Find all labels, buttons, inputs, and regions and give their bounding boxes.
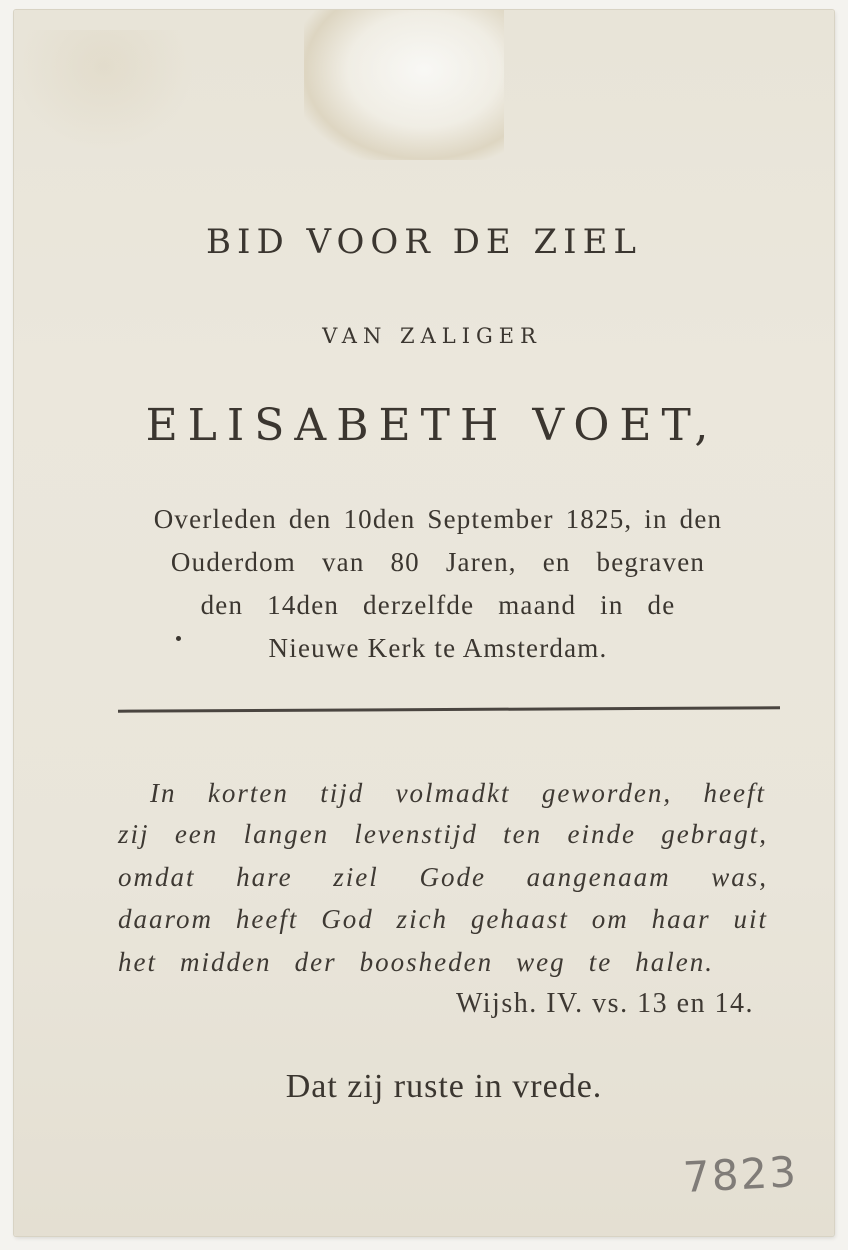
deceased-name: ELISABETH VOET, — [145, 400, 719, 451]
death-info-line: den 14den derzelfde maand in de — [200, 590, 676, 620]
verse-reference: Wijsh. IV. vs. 13 en 14. — [455, 988, 754, 1019]
verse-line: daarom heeft God zich gehaast om haar uit — [118, 904, 768, 934]
verse-line: In korten tijd volmadkt geworden, heeft — [150, 778, 766, 808]
closing-line: Dat zij ruste in vrede. — [285, 1068, 603, 1105]
verse-line: omdat hare ziel Gode aangenaam was, — [118, 862, 768, 892]
inventory-number: 7823 — [681, 1147, 800, 1202]
ink-dot — [176, 636, 181, 641]
death-info-line: Overleden den 10den September 1825, in den — [153, 504, 723, 534]
memorial-card — [14, 10, 834, 1236]
paper-stain — [304, 10, 504, 160]
verse-line: het midden der boosheden weg te halen. — [118, 947, 714, 977]
card-subtitle: VAN ZALIGER — [322, 324, 542, 348]
card-title: BID VOOR DE ZIEL — [206, 222, 642, 262]
death-info-line: Nieuwe Kerk te Amsterdam. — [268, 633, 608, 663]
paper-stain-left — [14, 30, 194, 150]
death-info-line: Ouderdom van 80 Jaren, en begraven — [170, 547, 706, 577]
verse-line: zij een langen levenstijd ten einde gebragt, — [118, 819, 768, 849]
